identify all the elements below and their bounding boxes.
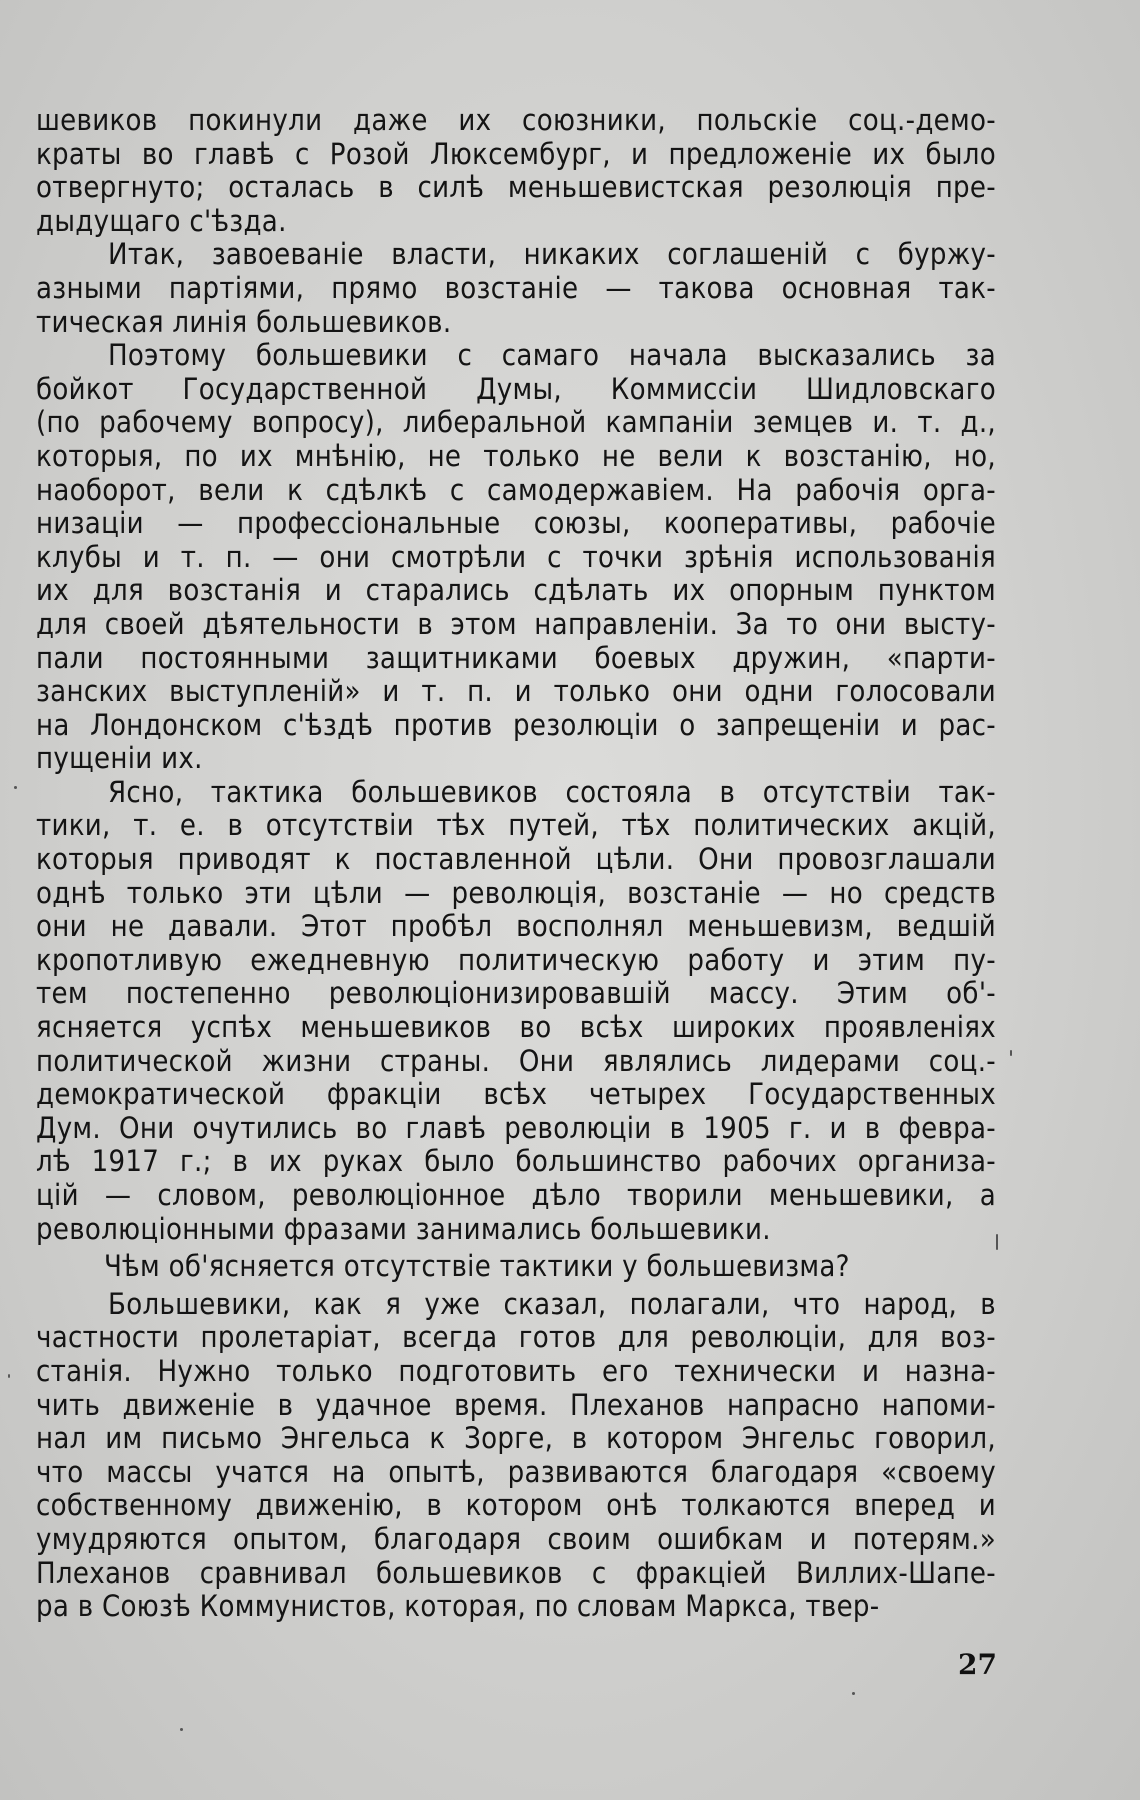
text-line: революціонными фразами занимались большевики. bbox=[36, 1211, 771, 1246]
text-line: тики, т. е. в отсутствіи тѣх путей, тѣх политических акцій, bbox=[36, 808, 996, 843]
text-line: кропотливую ежедневную политическую работу и этим пу- bbox=[36, 942, 996, 977]
text-line: бойкот Государственной Думы, Коммиссіи Шидловскаго bbox=[36, 371, 996, 406]
text-line: которыя приводят к поставленной цѣли. Они провозглашали bbox=[36, 842, 996, 877]
text-line: краты во главѣ с Розой Люксембург, и предложеніе их было bbox=[36, 136, 996, 171]
text-line: (по рабочему вопросу), либеральной кампаніи земцев и. т. д., bbox=[36, 405, 996, 440]
text-line: частности пролетаріат, всегда готов для революціи, для воз- bbox=[36, 1320, 996, 1355]
text-line: клубы и т. п. — они смотрѣли с точки зрѣнія использованія bbox=[36, 539, 996, 574]
scan-speck bbox=[996, 1234, 998, 1250]
text-line: Большевики, как я уже сказал, полагали, что народ, в bbox=[108, 1286, 996, 1321]
scan-speck bbox=[852, 1692, 855, 1695]
text-line: лѣ 1917 г.; в их руках было большинство рабочих организа- bbox=[36, 1144, 996, 1179]
text-line: чить движеніе в удачное время. Плеханов напрасно напоми- bbox=[36, 1387, 996, 1422]
scan-speck bbox=[180, 1728, 183, 1731]
text-line: наоборот, вели к сдѣлкѣ с самодержавіем. На рабочія орга- bbox=[36, 472, 996, 507]
scan-speck bbox=[14, 786, 17, 789]
text-line: политической жизни страны. Они являлись лидерами соц.- bbox=[36, 1043, 996, 1078]
scan-speck bbox=[1010, 1050, 1012, 1056]
text-line: однѣ только эти цѣли — революція, возстаніе — но средств bbox=[36, 875, 996, 910]
text-line: Дум. Они очутились во главѣ революціи в 1905 г. и в февра- bbox=[36, 1110, 996, 1145]
scan-speck bbox=[8, 1374, 10, 1378]
text-line: Поэтому большевики с самаго начала высказались за bbox=[108, 338, 996, 373]
text-line: умудряются опытом, благодаря своим ошибкам и потерям.» bbox=[36, 1521, 996, 1556]
text-line: ясняется успѣх меньшевиков во всѣх широких проявленіях bbox=[36, 1010, 996, 1045]
text-line: Итак, завоеваніе власти, никаких соглашеній с буржу- bbox=[108, 237, 996, 272]
text-line: занских выступленій» и т. п. и только они одни голосовали bbox=[36, 674, 996, 709]
text-line: Ясно, тактика большевиков состояла в отсутствіи так- bbox=[108, 774, 996, 809]
body-text bbox=[36, 104, 996, 1624]
text-line: на Лондонском с'ѣздѣ против резолюціи о запрещеніи и рас- bbox=[36, 707, 996, 742]
text-line: что массы учатся на опытѣ, развиваются благодаря «своему bbox=[36, 1454, 996, 1489]
text-line: для своей дѣятельности в этом направленіи. За то они высту- bbox=[36, 606, 996, 641]
text-line: ра в Союзѣ Коммунистов, которая, по словам Маркса, твер- bbox=[36, 1589, 880, 1624]
text-line: пали постоянными защитниками боевых дружин, «парти- bbox=[36, 640, 996, 675]
text-line: которыя, по их мнѣнію, не только не вели к возстанію, но, bbox=[36, 438, 996, 473]
text-line: дыдущаго с'ѣзда. bbox=[36, 203, 287, 238]
text-line: нал им письмо Энгельса к Зорге, в котором Энгельс говорил, bbox=[36, 1421, 996, 1456]
text-line: Плеханов сравнивал большевиков с фракціей Виллих-Шапе- bbox=[36, 1555, 996, 1590]
text-line: цій — словом, революціонное дѣло творили меньшевики, а bbox=[36, 1178, 996, 1212]
text-line: они не давали. Этот пробѣл восполнял меньшевизм, ведшій bbox=[36, 909, 996, 944]
page-number: 27 bbox=[958, 1648, 997, 1681]
text-line: тическая линія большевиков. bbox=[36, 304, 452, 339]
text-line: пущеніи их. bbox=[36, 741, 203, 776]
text-line: тем постепенно революціонизировавшій массу. Этим об'- bbox=[36, 976, 996, 1011]
text-line: станія. Нужно только подготовить его технически и назна- bbox=[36, 1353, 996, 1388]
text-line: шевиков покинули даже их союзники, польскіе соц.-демо- bbox=[36, 103, 996, 137]
text-line: азными партіями, прямо возстаніе — такова основная так- bbox=[36, 270, 996, 305]
text-line: собственному движенію, в котором онѣ толкаются вперед и bbox=[36, 1488, 996, 1523]
text-line: низаціи — профессіональные союзы, кооперативы, рабочіе bbox=[36, 506, 996, 541]
section-question: Чѣм об'ясняется отсутствіе тактики у большевизма? bbox=[104, 1249, 850, 1284]
text-line: демократической фракціи всѣх четырех Государственных bbox=[36, 1077, 996, 1112]
text-line: их для возстанія и старались сдѣлать их опорным пунктом bbox=[36, 573, 996, 608]
text-line: отвергнуто; осталась в силѣ меньшевистская резолюція пре- bbox=[36, 170, 996, 205]
